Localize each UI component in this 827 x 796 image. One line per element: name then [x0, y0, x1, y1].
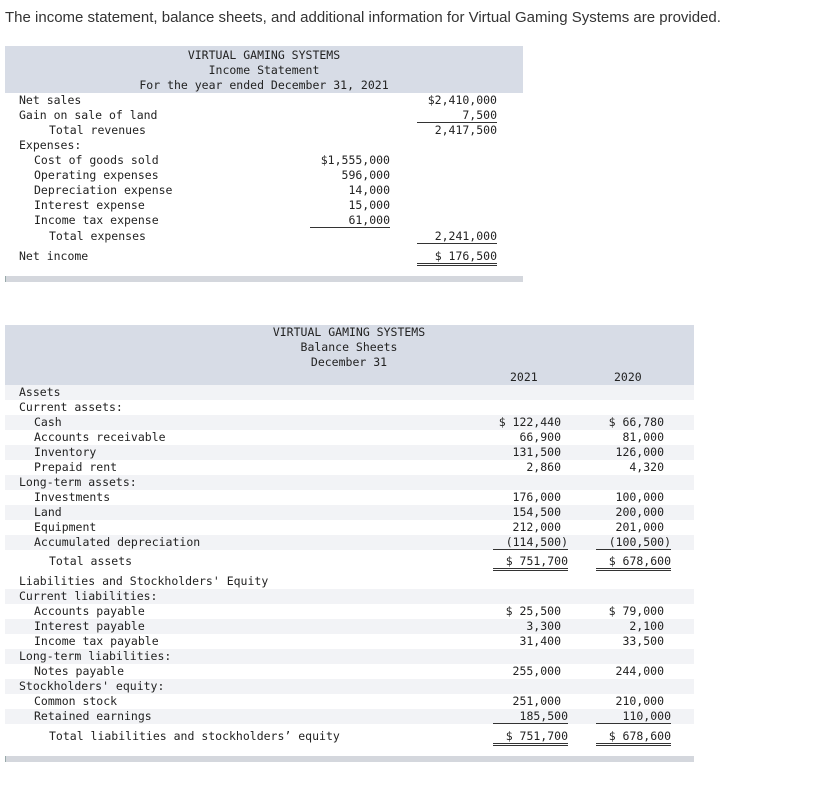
table-row: Total revenues 2,417,500 — [49, 123, 497, 137]
table-row: Notes payable 255,000 244,000 — [34, 664, 664, 678]
statement-period: For the year ended December 31, 2021 — [139, 78, 389, 92]
column-header-2020: 2020 — [614, 370, 642, 384]
table-row: Inventory 131,500 126,000 — [5, 445, 694, 460]
table-row: Interest payable 3,300 2,100 — [5, 619, 694, 634]
intro-text: The income statement, balance sheets, and additional information for Virtual Gaming Systems are provided. — [5, 9, 721, 26]
table-row: Expenses: — [19, 138, 82, 152]
income-statement — [5, 46, 523, 284]
table-row: Equipment 212,000 201,000 — [34, 520, 664, 534]
table-row: Gain on sale of land 7,500 — [19, 108, 497, 122]
table-row: Long-term liabilities: — [5, 649, 694, 664]
table-row: Current liabilities: — [5, 589, 694, 604]
table-row: Net sales $2,410,000 — [19, 93, 497, 107]
table-row: Current assets: — [19, 400, 123, 414]
company-name: VIRTUAL GAMING SYSTEMS — [187, 48, 341, 62]
table-row: Depreciation expense 14,000 — [34, 183, 390, 197]
table-row: Land 154,500 200,000 — [5, 505, 694, 520]
table-row: Cash $ 122,440 $ 66,780 — [5, 415, 694, 430]
table-bottom-bar — [5, 756, 694, 762]
statement-title: Income Statement — [208, 63, 320, 77]
table-row: Income tax payable 31,400 33,500 — [34, 634, 664, 648]
column-header-2021: 2021 — [510, 370, 538, 384]
statement-date: December 31 — [310, 355, 388, 369]
table-row: Net income $ 176,500 — [5, 249, 523, 264]
table-row: Accounts receivable 66,900 81,000 — [34, 430, 664, 444]
table-row: Assets — [5, 385, 694, 400]
table-row: Prepaid rent 2,860 4,320 — [34, 460, 664, 474]
table-row: Accounts payable $ 25,500 $ 79,000 — [34, 604, 664, 618]
table-row: Income tax expense 61,000 — [34, 213, 390, 227]
table-row: Total liabilities and stockholders’ equity $ 751,700 $ 678,600 — [5, 729, 694, 744]
table-row: Interest expense 15,000 — [34, 198, 390, 212]
table-row: Long-term assets: — [5, 475, 694, 490]
table-row: Retained earnings 185,500 110,000 — [5, 709, 694, 724]
income-statement-header — [5, 46, 523, 93]
balance-sheet-header — [5, 325, 694, 385]
table-row: Stockholders' equity: — [5, 679, 694, 694]
table-row: Common stock 251,000 210,000 — [34, 694, 664, 708]
table-bottom-bar — [5, 276, 523, 282]
table-row: Operating expenses 596,000 — [34, 168, 390, 182]
balance-sheets — [5, 325, 694, 765]
table-row: Total assets $ 751,700 $ 678,600 — [5, 554, 694, 569]
company-name: VIRTUAL GAMING SYSTEMS — [272, 325, 426, 339]
table-row: Cost of goods sold $1,555,000 — [34, 153, 390, 167]
table-row: Accumulated depreciation (114,500) (100,500) — [5, 535, 694, 550]
table-row: Total expenses 2,241,000 — [49, 229, 497, 243]
table-row: Liabilities and Stockholders' Equity — [19, 574, 269, 588]
statement-title: Balance Sheets — [300, 340, 398, 354]
table-row: Investments 176,000 100,000 — [34, 490, 664, 504]
